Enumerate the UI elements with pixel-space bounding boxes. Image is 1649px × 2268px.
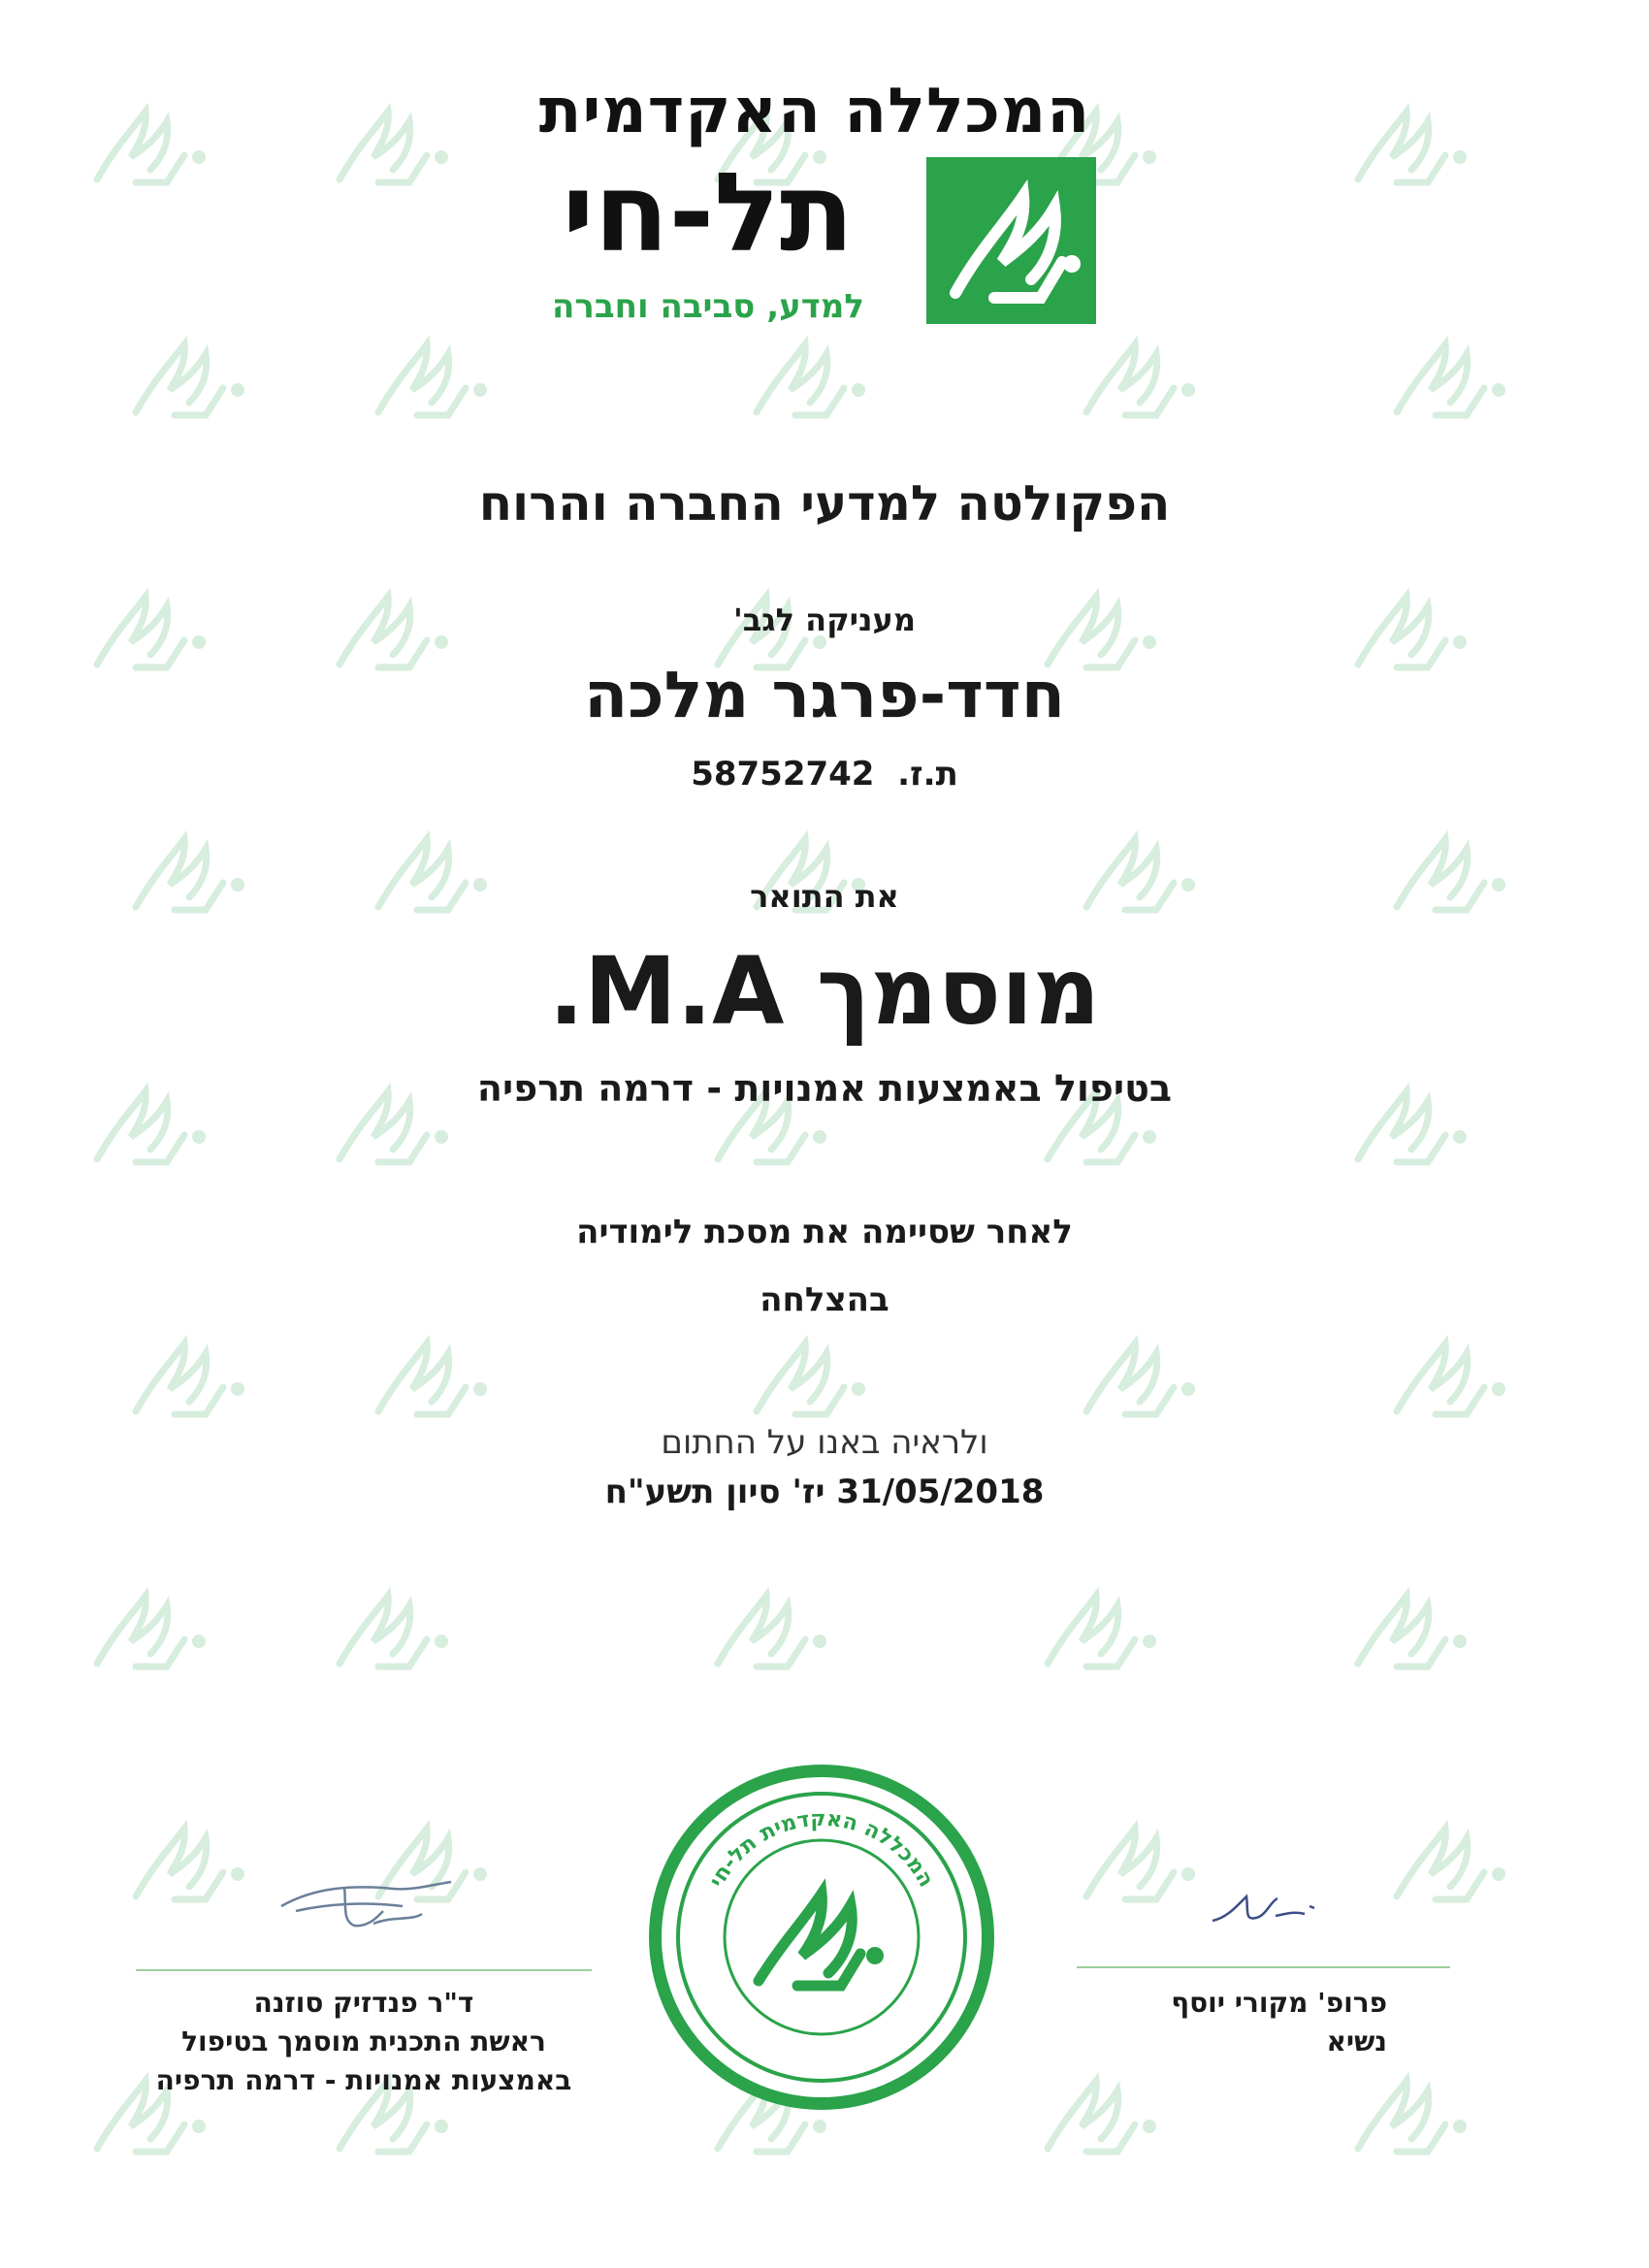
witness-text: ולראיה באנו על החתום: [661, 1423, 988, 1462]
official-seal: [642, 1758, 1001, 2117]
watermark-logo-icon: [1028, 1571, 1174, 1678]
watermark-logo-icon: [1339, 87, 1484, 194]
left-signature-line: [136, 1969, 592, 1971]
watermark-logo-icon: [116, 1319, 262, 1426]
signature-mark: [276, 1867, 461, 1935]
right-signatory-role: נשיא: [1326, 2025, 1387, 2057]
watermark-logo-icon: [116, 1804, 262, 1911]
watermark-logo-icon: [320, 1571, 466, 1678]
watermark-logo-icon: [737, 320, 883, 427]
institution-name-top: המכללה האקדמית: [538, 76, 1091, 147]
watermark-logo-icon: [78, 1571, 223, 1678]
degree-field: בטיפול באמצעות אמנויות - דרמה תרפיה: [476, 1067, 1173, 1110]
faculty-name: הפקולטה למדעי החברה והרוח: [478, 475, 1171, 532]
left-signatory-role-2: באמצעות אמנויות - דרמה תרפיה: [155, 2064, 572, 2096]
watermark-logo-icon: [1339, 1571, 1484, 1678]
degree-title: מוסמך M.A.: [548, 937, 1101, 1046]
left-signatory: [107, 1984, 621, 2100]
watermark-logo-icon: [1028, 2057, 1174, 2163]
title-intro: את התואר: [750, 878, 899, 915]
watermark-logo-icon: [1067, 1804, 1212, 1911]
left-signatory-role-1: ראשת התכנית מוסמך בטיפול: [181, 2025, 546, 2057]
watermark-logo-icon: [78, 87, 223, 194]
watermark-logo-icon: [1377, 1319, 1523, 1426]
watermark-logo-icon: [1067, 1319, 1212, 1426]
completion-text-2: בהצלחה: [760, 1280, 889, 1319]
watermark-logo-icon: [737, 1319, 883, 1426]
watermark-logo-icon: [1339, 2057, 1484, 2163]
svg-text:המכללה האקדמית תל-חי: המכללה האקדמית תל-חי: [704, 1806, 939, 1892]
watermark-logo-icon: [1067, 320, 1212, 427]
left-signatory-name: ד"ר פנדזיק סוזנה: [253, 1987, 474, 2019]
watermark-logo-icon: [359, 1319, 504, 1426]
issue-date: 31/05/2018 יז' סיון תשע"ח: [604, 1473, 1045, 1511]
institution-name-main: תל-חי: [562, 150, 855, 276]
id-number: 58752742: [691, 755, 875, 794]
watermark-logo-icon: [1377, 320, 1523, 427]
right-signatory-name: פרופ' מקורי יוסף: [1171, 1987, 1387, 2019]
institution-tagline: למדע, סביבה וחברה: [552, 287, 864, 326]
watermark-logo-icon: [359, 320, 504, 427]
id-label: ת.ז.: [897, 755, 958, 794]
id-row: [0, 755, 1649, 794]
watermark-logo-icon: [1377, 1804, 1523, 1911]
right-signature-line: [1077, 1966, 1450, 1968]
signature-mark: [1208, 1877, 1324, 1935]
recipient-name: חדד-פרגר מלכה: [583, 658, 1066, 732]
tel-hai-logo-icon: [926, 157, 1096, 324]
award-intro: מעניקה לגב': [732, 601, 917, 638]
watermark-logo-icon: [116, 320, 262, 427]
completion-text: לאחר שסיימה את מסכת לימודיה: [576, 1213, 1073, 1251]
right-signatory: [1077, 1984, 1387, 2061]
watermark-logo-icon: [698, 1571, 844, 1678]
watermark-logo-icon: [320, 87, 466, 194]
